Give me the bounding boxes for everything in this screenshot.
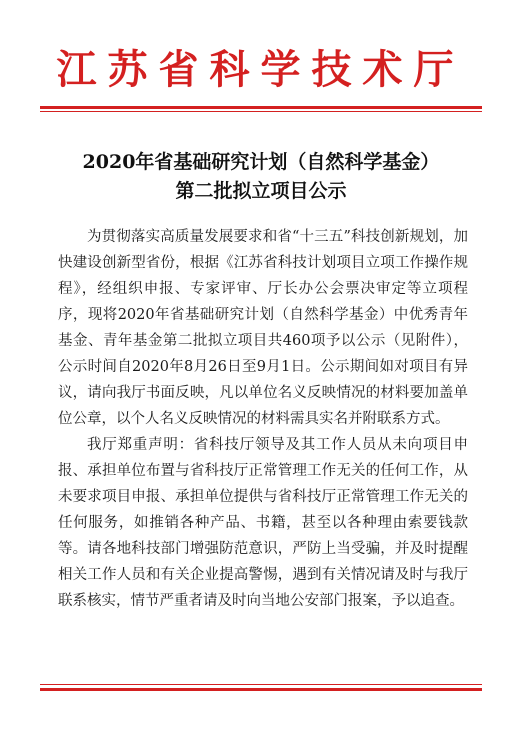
notice-title-line2: 第二批拟立项目公示 xyxy=(175,180,347,202)
footer-divider-thick xyxy=(40,688,482,691)
body-paragraph-announcement: 为贯彻落实高质量发展要求和省“十三五”科技创新规划，加快建设创新型省份，根据《江苏省科技计划项目立项工作操作规程》，经组织申报、专家评审、厅长办公会票决审定等立项程序，现将2020年省基础研究计划（自然科学基金）中优秀青年基金、青年基金第二批拟立项目共460项予以公示（见附件），公示时间自2020年8月26日至9月1日。公示期间如对项目有异议，请向我厅书面反映，凡以单位名义反映情况的材料要加盖单位公章，以个人名义反映情况的材料需具实名并附联系方式。 xyxy=(58,229,468,427)
notice-body xyxy=(58,224,468,614)
header-divider-thick xyxy=(40,106,482,109)
agency-masthead: 江苏省科学技术厅 xyxy=(56,46,465,93)
header-divider-thin xyxy=(40,111,482,112)
footer-divider-thin xyxy=(40,684,482,685)
body-paragraph-statement: 我厅郑重声明：省科技厅领导及其工作人员从未向项目申报、承担单位布置与省科技厅正常管理工作无关的任何工作，从未要求项目申报、承担单位提供与省科技厅正常管理工作无关的任何服务，如推销各种产品、书籍，甚至以各种理由索要钱款等。请各地科技部门增强防范意识，严防上当受骗，并及时提醒相关工作人员和有关企业提高警惕，遇到有关情况请及时与我厅联系核实，情节严重者请及时向当地公安部门报案，予以追查。 xyxy=(58,437,468,609)
notice-title-line1: 2020年省基础研究计划（自然科学基金） xyxy=(82,151,440,173)
